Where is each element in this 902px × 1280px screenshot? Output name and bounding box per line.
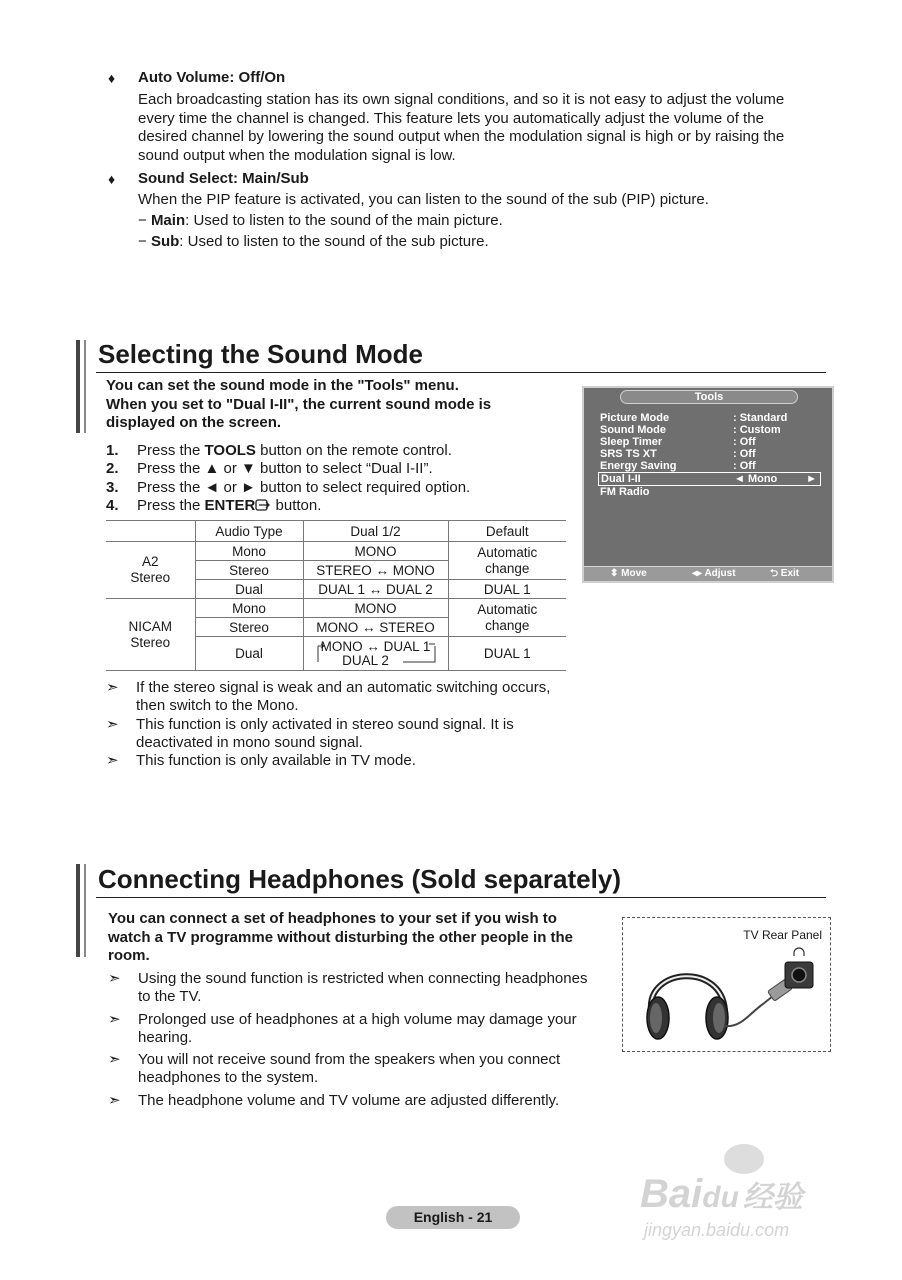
section-marker <box>84 864 86 957</box>
tv-rear-panel-label: TV Rear Panel <box>743 928 822 942</box>
note-arrow-icon: ➣ <box>108 1010 121 1028</box>
step-item: 2. Press the ▲ or ▼ button to select “Dual I-II”. <box>106 460 433 478</box>
headphones-intro: You can connect a set of headphones to your set if you wish to watch a TV programme without disturbing the other people in the room. <box>108 910 574 964</box>
step-item: 1. Press the TOOLS button on the remote control. <box>106 442 452 459</box>
osd-footer <box>584 566 832 581</box>
table-row: A2 Stereo Mono MONO Automatic change <box>106 542 566 561</box>
headphones-icon <box>623 918 828 1049</box>
note-item: ➣ If the stereo signal is weak and an automatic switching occurs, <box>106 679 551 696</box>
sound-mode-steps <box>106 442 470 515</box>
note-item: ➣ Using the sound function is restricted when connecting headphones <box>108 970 588 987</box>
note-item: then switch to the Mono. <box>136 697 299 715</box>
step-item: 4. Press the ENTER button. <box>106 496 322 514</box>
note-item: ➣ Prolonged use of headphones at a high volume may damage your <box>108 1010 577 1028</box>
paw-icon <box>724 1144 764 1174</box>
note-item: hearing. <box>138 1028 193 1046</box>
note-arrow-icon: ➣ <box>108 1091 121 1109</box>
sound-select-main: − Main: Used to listen to the sound of the main picture. <box>138 212 503 229</box>
section-marker <box>84 340 86 433</box>
note-item: deactivated in mono sound signal. <box>136 733 363 751</box>
note-item: to the TV. <box>138 988 202 1006</box>
note-arrow-icon: ➣ <box>106 715 119 733</box>
note-arrow-icon: ➣ <box>106 679 119 696</box>
headphones-title: Connecting Headphones (Sold separately) <box>98 864 621 894</box>
note-item: ➣ The headphone volume and TV volume are adjusted differently. <box>108 1091 560 1109</box>
bullet-icon: ♦ <box>108 70 116 86</box>
table-row: Dual MONO ↔ DUAL 1 DUAL 2 DUAL 1 <box>106 637 566 671</box>
osd-item-sound-mode[interactable]: Sound Mode : Custom <box>600 424 781 436</box>
osd-title: Tools <box>620 390 798 404</box>
note-arrow-icon: ➣ <box>108 1051 121 1069</box>
section-marker <box>76 864 80 957</box>
note-item: ➣ This function is only activated in stereo sound signal. It is <box>106 715 514 733</box>
osd-item-sleep-timer[interactable]: Sleep Timer : Off <box>600 436 756 448</box>
sound-select-sub: − Sub: Used to listen to the sound of the sub picture. <box>138 233 489 250</box>
note-item: ➣ You will not receive sound from the speakers when you connect <box>108 1051 561 1069</box>
sound-mode-intro: You can set the sound mode in the "Tools" menu. When you set to "Dual I-II", the current sound mode is displayed on the screen. <box>106 377 492 431</box>
table-row: Stereo STEREO ↔ MONO <box>106 561 566 580</box>
bullet-icon: ♦ <box>108 171 116 187</box>
section-marker <box>76 340 80 433</box>
enter-icon <box>255 499 271 511</box>
osd-item-fm-radio[interactable]: FM Radio <box>600 486 650 498</box>
sound-select-title: Sound Select: Main/Sub <box>138 170 309 187</box>
table-row: Dual DUAL 1 ↔ DUAL 2 DUAL 1 <box>106 580 566 599</box>
osd-adjust-hint: ◂▸ Adjust <box>692 568 736 579</box>
note-arrow-icon: ➣ <box>106 752 119 770</box>
note-arrow-icon: ➣ <box>108 970 121 987</box>
page-number-badge: English - 21 <box>386 1206 520 1229</box>
auto-volume-description: Each broadcasting station has its own signal conditions, and so it is not easy to adjust the volume every time the channel is changed. This feature lets you automatically adjust the volume of the desired channel by lowering the sound output when the modulation signal is high or by raising the sound output when the modulation signal is low. <box>138 91 785 164</box>
tools-osd-menu <box>582 386 834 583</box>
osd-item-picture-mode[interactable]: Picture Mode : Standard <box>600 412 788 424</box>
step-item: 3. Press the ◄ or ► button to select required option. <box>106 478 471 496</box>
osd-move-hint: ⬍ Move <box>610 568 647 579</box>
table-row: Stereo MONO ↔ STEREO <box>106 618 566 637</box>
sound-mode-notes <box>106 679 550 770</box>
baidu-watermark: Baidu 经验 jingyan.baidu.com <box>640 1144 855 1249</box>
osd-item-dual-selected[interactable]: Dual I-II ◄ Mono ► <box>598 472 821 486</box>
section-rule <box>96 372 826 373</box>
sound-mode-title: Selecting the Sound Mode <box>98 339 424 369</box>
auto-volume-title: Auto Volume: Off/On <box>138 69 286 86</box>
sound-mode-table <box>106 520 566 671</box>
section-rule <box>96 897 826 898</box>
table-row: NICAM Stereo Mono MONO Automatic change <box>106 599 566 618</box>
note-item: ➣ This function is only available in TV mode. <box>106 752 416 770</box>
osd-item-energy-saving[interactable]: Energy Saving : Off <box>600 460 756 472</box>
table-header-row: Audio Type Dual 1/2 Default <box>106 521 566 542</box>
osd-item-srs[interactable]: SRS TS XT : Off <box>600 448 756 460</box>
headphones-notes <box>108 970 587 1110</box>
osd-exit-hint: ⮌ Exit <box>770 568 800 579</box>
sound-select-description: When the PIP feature is activated, you can listen to the sound of the sub (PIP) picture. <box>138 191 709 208</box>
note-item: headphones to the system. <box>138 1069 319 1087</box>
headphone-connection-figure <box>622 917 831 1052</box>
